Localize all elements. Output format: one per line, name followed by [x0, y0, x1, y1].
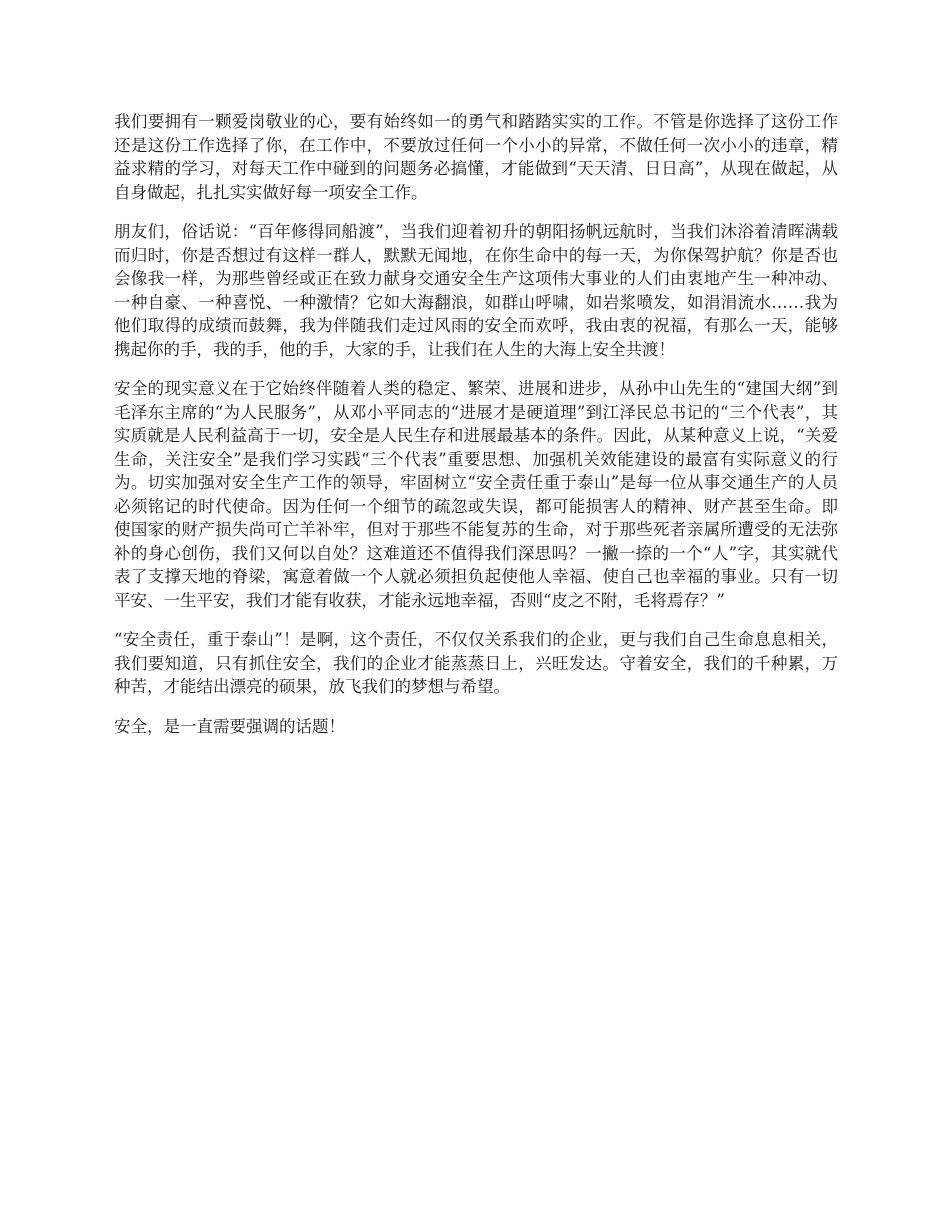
paragraph-5: 安全，是一直需要强调的话题！ — [114, 716, 345, 736]
paragraph-4: “安全责任，重于泰山”！是啊，这个责任，不仅仅关系我们的企业，更与我们自己生命息息相关，我们要知道，只有抓住安全，我们的企业才能蒸蒸日上，兴旺发达。守着安全，我们的千种累，万种苦，才能结出漂亮的硕果，放飞我们的梦想与希望。 — [114, 630, 838, 696]
paragraph-1: 我们要拥有一颗爱岗敬业的心，要有始终如一的勇气和踏踏实实的工作。不管是你选择了这份工作还是这份工作选择了你，在工作中，不要放过任何一个小小的异常，不做任何一次小小的违章，精益求精的学习，对每天工作中碰到的问题务必搞懂，才能做到“天天清、日日高”，从现在做起，从自身做起，扎扎实实做好每一项安全工作。 — [114, 112, 838, 202]
document-body — [114, 110, 838, 754]
paragraph-2: 朋友们，俗话说：“百年修得同船渡”，当我们迎着初升的朝阳扬帆远航时，当我们沐浴着清晖满载而归时，你是否想过有这样一群人，默默无闻地，在你生命中的每一天，为你保驾护航？你是否也会像我一样，为那些曾经或正在致力献身交通安全生产这项伟大事业的人们由衷地产生一种冲动、一种自豪、一种喜悦、一种激情？它如大海翻浪，如群山呼啸，如岩浆喷发，如涓涓流水……我为他们取得的成绩而鼓舞，我为伴随我们走过风雨的安全而欢呼，我由衷的祝福，有那么一天，能够携起你的手，我的手，他的手，大家的手，让我们在人生的大海上安全共渡！ — [114, 222, 838, 359]
paragraph-3: 安全的现实意义在于它始终伴随着人类的稳定、繁荣、进展和进步，从孙中山先生的“建国大纲”到毛泽东主席的“为人民服务”，从邓小平同志的“进展才是硬道理”到江泽民总书记的“三个代表”，其实质就是人民利益高于一切，安全是人民生存和进展最基本的条件。因此，从某种意义上说，“关爱生命，关注安全”是我们学习实践“三个代表”重要思想、加强机关效能建设的最富有实际意义的行为。切实加强对安全生产工作的领导，牢固树立“安全责任重于泰山”是每一位从事交通生产的人员必须铭记的时代使命。因为任何一个细节的疏忽或失误，都可能损害人的精神、财产甚至生命。即使国家的财产损失尚可亡羊补牢，但对于那些不能复苏的生命，对于那些死者亲属所遭受的无法弥补的身心创伤，我们又何以自处？这难道还不值得我们深思吗？一撇一捺的一个“人”字，其实就代表了支撑天地的脊梁，寓意着做一个人就必须担负起使他人幸福、使自己也幸福的事业。只有一切平安、一生平安，我们才能有收获，才能永远地幸福，否则“皮之不附，毛将焉存？” — [114, 379, 838, 610]
